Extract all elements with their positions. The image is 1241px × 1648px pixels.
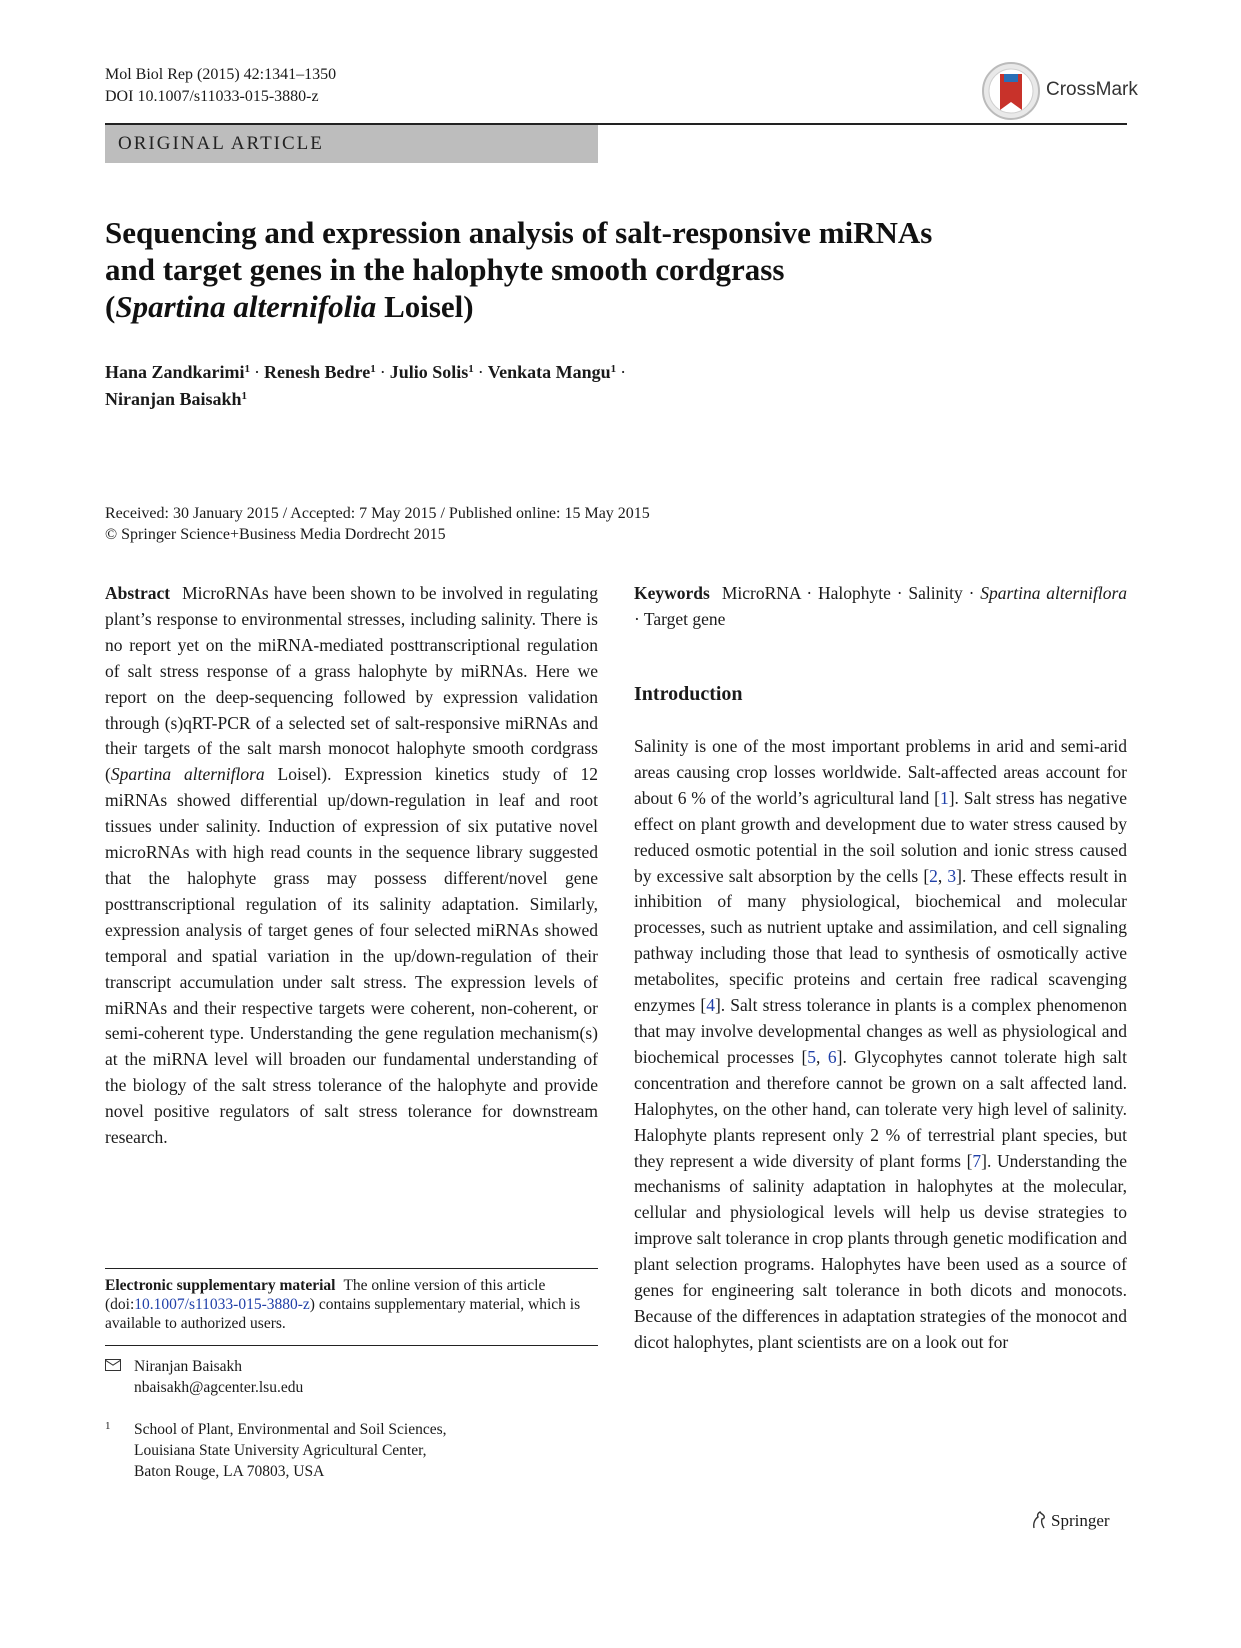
- crossmark-icon: [980, 60, 1042, 122]
- intro-text: ]. Salt stress tolerance in plants is a complex phenomenon that may involve developmental changes as well as physiological and biochemical processes [: [634, 995, 1127, 1067]
- citation-separator: ,: [816, 1046, 828, 1067]
- article-type-band: [105, 125, 598, 163]
- citation-link[interactable]: 2: [929, 865, 938, 886]
- publication-dates: [105, 503, 650, 545]
- esm-doi-link[interactable]: 10.1007/s11033-015-3880-z: [134, 1296, 310, 1313]
- citation-link[interactable]: 5: [807, 1046, 817, 1067]
- introduction-body: [634, 734, 1127, 1356]
- author-name[interactable]: Julio Solis: [389, 362, 469, 382]
- affiliation-line-1: School of Plant, Environmental and Soil Sciences,: [134, 1421, 447, 1438]
- corresponding-email[interactable]: nbaisakh@agcenter.lsu.edu: [134, 1379, 304, 1396]
- abstract: [105, 581, 598, 1151]
- citation-link[interactable]: 3: [947, 865, 957, 886]
- journal-citation: [105, 64, 336, 108]
- affiliation-mark: 1: [468, 363, 474, 375]
- publisher-logo: [1030, 1510, 1110, 1531]
- footnote-rule-bottom: [105, 1345, 598, 1346]
- citation-separator: ,: [937, 865, 948, 886]
- abstract-text-1: MicroRNAs have been shown to be involved in regulating plant’s response to environmental stresses, including salinity. There is no report yet on the miRNA-mediated posttranscriptional regulation of salt stress response of a grass halophyte by miRNAs. Here we report on the deep-sequencing followed by expression validation through (s)qRT-PCR of a selected set of salt-responsive miRNAs and their targets of the salt marsh monocot halophyte smooth cordgrass (: [105, 583, 598, 785]
- affiliation-line-2: Louisiana State University Agricultural Center,: [134, 1442, 427, 1459]
- title-species: Spartina alternifolia: [115, 289, 377, 324]
- supplementary-note: [105, 1276, 598, 1333]
- author-name[interactable]: Niranjan Baisakh: [105, 389, 242, 409]
- esm-text-1: The online version of this article (doi:: [105, 1277, 546, 1313]
- corresponding-name: Niranjan Baisakh: [134, 1358, 243, 1375]
- footnote-rule-top: [105, 1268, 598, 1269]
- article-title: [105, 214, 1105, 325]
- abstract-species: Spartina alterniflora: [110, 764, 265, 785]
- esm-text-2: ) contains supplementary material, which is available to authorized users.: [105, 1296, 581, 1332]
- keywords-text-1: MicroRNA · Halophyte · Salinity ·: [721, 583, 981, 603]
- affiliation-mark: 1: [370, 363, 376, 375]
- copyright-line: © Springer Science+Business Media Dordrecht 2015: [105, 526, 446, 543]
- history-dates: Received: 30 January 2015 / Accepted: 7 May 2015 / Published online: 15 May 2015: [105, 505, 650, 522]
- author-separator: ·: [254, 362, 261, 382]
- keywords-species: Spartina alterniflora: [980, 583, 1128, 603]
- crossmark-badge[interactable]: [980, 60, 1138, 122]
- citation-link[interactable]: 6: [827, 1046, 837, 1067]
- title-paren: (: [105, 289, 116, 324]
- intro-text: ]. Understanding the mechanisms of salinity adaptation in halophytes at the molecular, cellular and physiological levels will help us devise strategies to improve salt tolerance in crop plants through genetic modification and plant selection programs. Halophytes have been used as a source of genes for engineering salt tolerance in both dicots and monocots. Because of the differences in adaptation strategies of the monocot and dicot halophytes, plant scientists are on a look out for: [634, 1150, 1127, 1352]
- intro-text: ]. Salt stress has negative effect on plant growth and development due to water stress caused by reduced osmotic potential in the soil solution and ionic stress caused by excessive salt absorption by the cells [: [634, 787, 1128, 886]
- introduction-heading: Introduction: [634, 683, 743, 705]
- affiliation-mark: 1: [241, 390, 248, 402]
- title-line-2: and target genes in the halophyte smooth cordgrass: [105, 252, 785, 287]
- author-name[interactable]: Renesh Bedre: [264, 362, 371, 382]
- crossmark-label: CrossMark: [1046, 79, 1138, 100]
- citation-link[interactable]: 1: [939, 787, 949, 808]
- publisher-name: Springer: [1051, 1511, 1110, 1530]
- title-line-1: Sequencing and expression analysis of salt-responsive miRNAs: [105, 215, 933, 250]
- author-list: [105, 359, 1105, 413]
- affiliation-mark: 1: [610, 363, 617, 375]
- affiliation-number: 1: [105, 1420, 111, 1432]
- author-separator: ·: [379, 362, 386, 382]
- affiliation-line-3: Baton Rouge, LA 70803, USA: [134, 1463, 325, 1480]
- intro-text: ]. These effects result in inhibition of many physiological, biochemical and molecular processes, such as nutrient uptake and assimilation, and cell signaling pathway including those that lead to synthesis of osmotically active metabolites, specific proteins and certain free radical scavenging enzymes [: [634, 865, 1127, 1016]
- abstract-heading: Abstract: [105, 583, 171, 603]
- affiliation-mark: 1: [244, 363, 251, 375]
- keywords-heading: Keywords: [634, 583, 710, 603]
- title-authority: Loisel): [376, 289, 474, 324]
- keywords-text-2: · Target gene: [634, 608, 726, 629]
- article-type-label: ORIGINAL ARTICLE: [118, 133, 324, 154]
- intro-text: ]. Glycophytes cannot tolerate high salt concentration and therefore cannot be grown on a salt affected land. Halophytes, on the other hand, can tolerate very high level of salinity. Halophyte plants represent only 2 % of terrestrial plant species, but they represent a wide diversity of plant forms [: [634, 1046, 1128, 1171]
- author-separator: ·: [620, 362, 627, 382]
- esm-heading: Electronic supplementary material: [105, 1277, 336, 1294]
- journal-line: Mol Biol Rep (2015) 42:1341–1350: [105, 66, 337, 83]
- author-name[interactable]: Hana Zandkarimi: [105, 362, 245, 382]
- springer-horse-icon: [1030, 1510, 1048, 1530]
- author-name[interactable]: Venkata Mangu: [487, 362, 611, 382]
- doi-line: DOI 10.1007/s11033-015-3880-z: [105, 88, 319, 105]
- keywords: [634, 581, 1127, 633]
- title-line-3: [105, 288, 1105, 325]
- citation-link[interactable]: 7: [972, 1150, 982, 1171]
- author-separator: ·: [477, 362, 484, 382]
- envelope-icon: [105, 1359, 121, 1371]
- abstract-text-2: Loisel). Expression kinetics study of 12 miRNAs showed differential up/down-regulation in leaf and root tissues under salinity. Induction of expression of six putative novel microRNAs with high read counts in the sequence library suggested that the halophyte grass may possess different/novel gene posttranscriptional regulation of its salinity adaptation. Similarly, expression analysis of target genes of four selected miRNAs showed temporal and spatial variation in the up/down-regulation of their transcript accumulation under salt stress. The expression levels of miRNAs and their respective targets were coherent, non-coherent, or semi-coherent type. Understanding the gene regulation mechanism(s) at the miRNA level will broaden our fundamental understanding of the biology of the salt stress tolerance of the halophyte and provide novel positive regulators of salt stress tolerance for downstream research.: [105, 764, 598, 1148]
- citation-link[interactable]: 4: [706, 995, 715, 1016]
- intro-text: Salinity is one of the most important problems in arid and semi-arid areas causing crop losses worldwide. Salt-affected areas account for about 6 % of the world’s agricultural land [: [634, 736, 1127, 808]
